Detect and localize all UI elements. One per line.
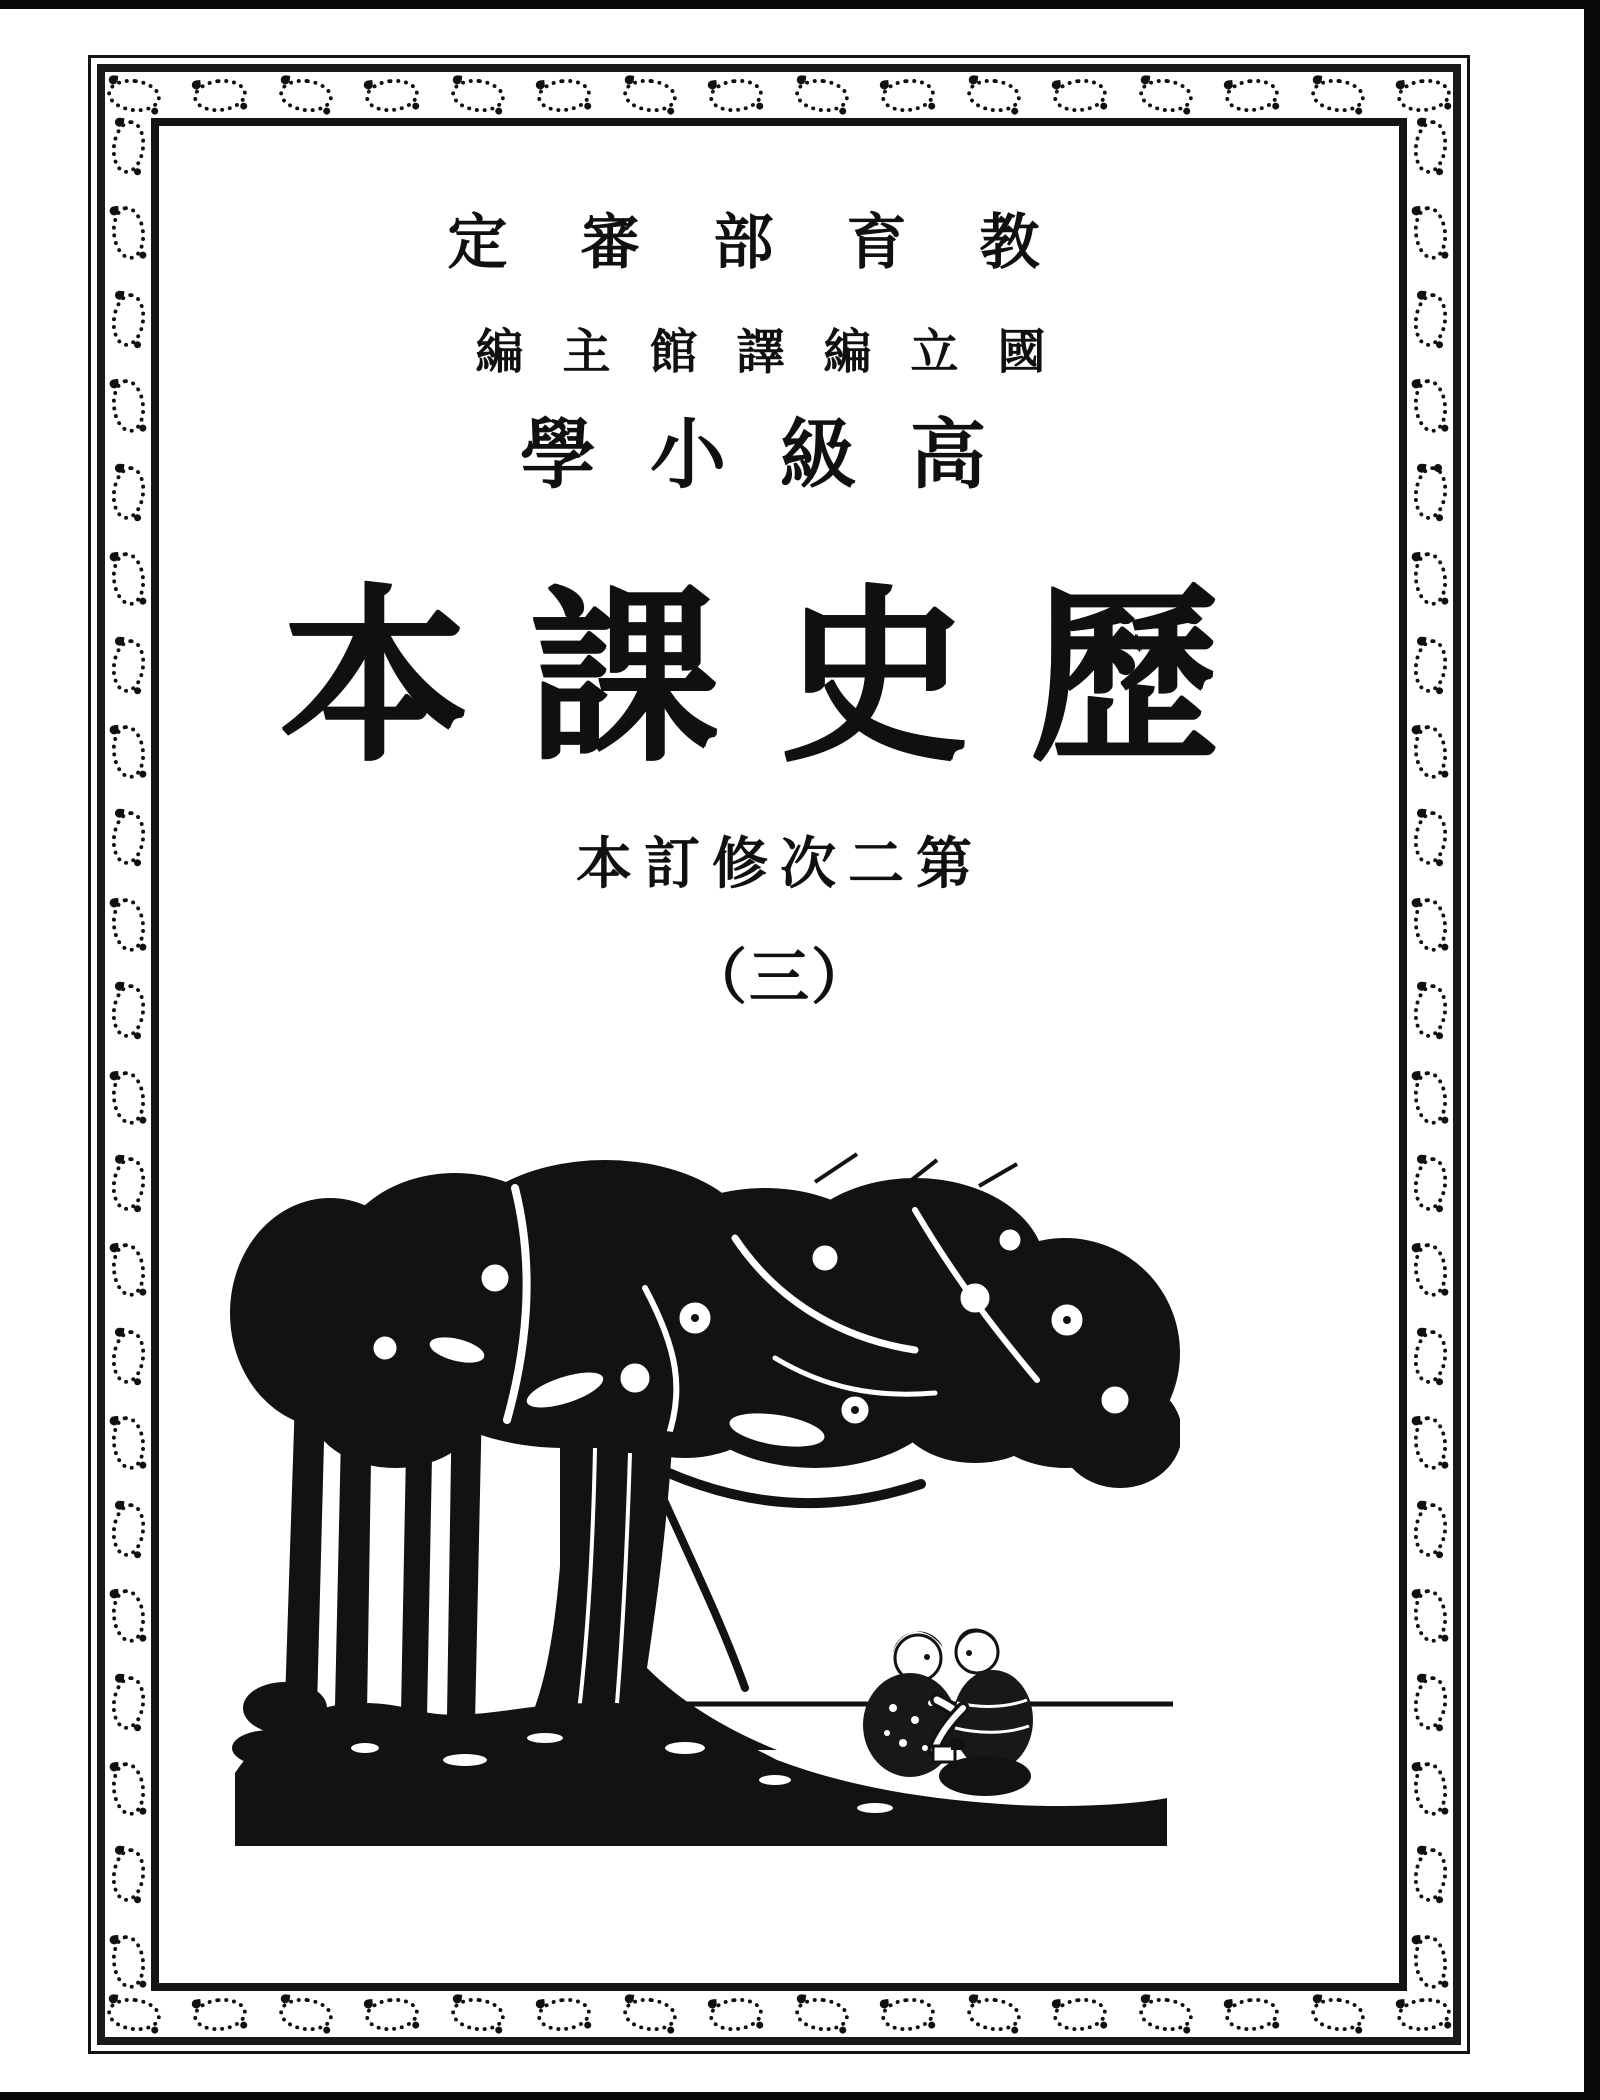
ink-speck <box>1434 464 1442 472</box>
border-rosette <box>109 1069 147 1126</box>
border-rosette <box>965 1994 1023 2033</box>
border-rosette <box>1411 1069 1449 1126</box>
border-rosette <box>109 1760 147 1817</box>
border-rosette <box>1410 1155 1449 1213</box>
border-rosette <box>1410 1501 1449 1559</box>
border-ornament-right <box>1408 120 1452 1989</box>
border-rosette <box>1410 291 1449 349</box>
border-rosette <box>1223 1995 1280 2033</box>
border-rosette <box>108 1328 147 1386</box>
border-rosette <box>1309 75 1367 114</box>
border-rosette <box>109 1415 147 1472</box>
border-rosette <box>1411 1933 1449 1990</box>
border-rosette <box>108 1501 147 1559</box>
border-rosette <box>108 291 147 349</box>
border-rosette <box>1410 1328 1449 1386</box>
border-rosette <box>1411 1415 1449 1472</box>
border-rosette <box>105 1994 163 2033</box>
children-figures <box>863 1629 1033 1797</box>
border-rosette <box>621 75 679 114</box>
scan-edge-right <box>1584 0 1600 2100</box>
border-rosette <box>1411 1588 1449 1645</box>
border-rosette <box>109 1588 147 1645</box>
border-rosette <box>1051 1995 1108 2033</box>
border-rosette <box>1137 1994 1195 2033</box>
border-rosette <box>1223 76 1280 114</box>
border-rosette <box>449 75 507 114</box>
border-rosette <box>109 378 147 435</box>
border-rosette <box>535 1995 592 2033</box>
border-rosette <box>1309 1994 1367 2033</box>
border-rosette <box>1411 378 1449 435</box>
border-rosette <box>109 551 147 608</box>
scan-edge-bottom <box>0 2092 1600 2100</box>
border-rosette <box>277 75 335 114</box>
border-rosette <box>1395 1995 1452 2033</box>
border-rosette <box>109 205 147 262</box>
border-rosette <box>1410 1847 1449 1905</box>
border-rosette <box>793 75 851 114</box>
border-rosette <box>1411 205 1449 262</box>
border-rosette <box>108 118 147 176</box>
border-rosette <box>879 1995 936 2033</box>
border-rosette <box>535 76 592 114</box>
border-ornament-left <box>106 120 150 1989</box>
border-rosette <box>1410 464 1449 522</box>
border-rosette <box>109 723 147 780</box>
border-rosette <box>108 464 147 522</box>
border-rosette <box>108 810 147 868</box>
border-rosette <box>1411 723 1449 780</box>
border-rosette <box>363 76 420 114</box>
border-rosette <box>707 1995 764 2033</box>
border-rosette <box>1395 76 1452 114</box>
border-rosette <box>1411 1760 1449 1817</box>
border-rosette <box>109 1242 147 1299</box>
border-rosette <box>1051 76 1108 114</box>
border-rosette <box>277 1994 335 2033</box>
approval-line: 定審部育教 <box>447 208 1113 278</box>
volume-number: （三） <box>687 943 873 1013</box>
book-title: 本課史歷 <box>280 566 1280 787</box>
border-rosette <box>105 75 163 114</box>
border-rosette <box>449 1994 507 2033</box>
border-rosette <box>1410 810 1449 868</box>
editor-line: 編主館譯編立國 <box>475 324 1085 380</box>
border-rosette <box>1410 118 1449 176</box>
border-rosette <box>1411 551 1449 608</box>
border-rosette <box>1410 982 1449 1040</box>
revision-line: 本訂修次二第 <box>576 831 984 897</box>
cover-text-block <box>160 150 1400 1250</box>
border-rosette <box>879 76 936 114</box>
border-rosette <box>1410 637 1449 695</box>
border-rosette <box>109 1933 147 1990</box>
border-rosette <box>965 75 1023 114</box>
border-rosette <box>1410 1674 1449 1732</box>
border-rosette <box>1137 75 1195 114</box>
border-ornament-top <box>107 73 1451 117</box>
border-rosette <box>1411 1242 1449 1299</box>
border-rosette <box>108 1155 147 1213</box>
tree-illustration <box>215 1148 1180 1863</box>
border-rosette <box>191 1995 248 2033</box>
scan-edge-top <box>0 0 1600 9</box>
school-level-line: 學小級高 <box>520 410 1040 499</box>
border-rosette <box>108 982 147 1040</box>
border-rosette <box>108 1674 147 1732</box>
border-rosette <box>707 76 764 114</box>
border-rosette <box>793 1994 851 2033</box>
border-rosette <box>191 76 248 114</box>
border-ornament-bottom <box>107 1992 1451 2036</box>
border-rosette <box>1411 896 1449 953</box>
border-rosette <box>108 1847 147 1905</box>
border-rosette <box>108 637 147 695</box>
border-rosette <box>621 1994 679 2033</box>
border-rosette <box>363 1995 420 2033</box>
border-rosette <box>109 896 147 953</box>
